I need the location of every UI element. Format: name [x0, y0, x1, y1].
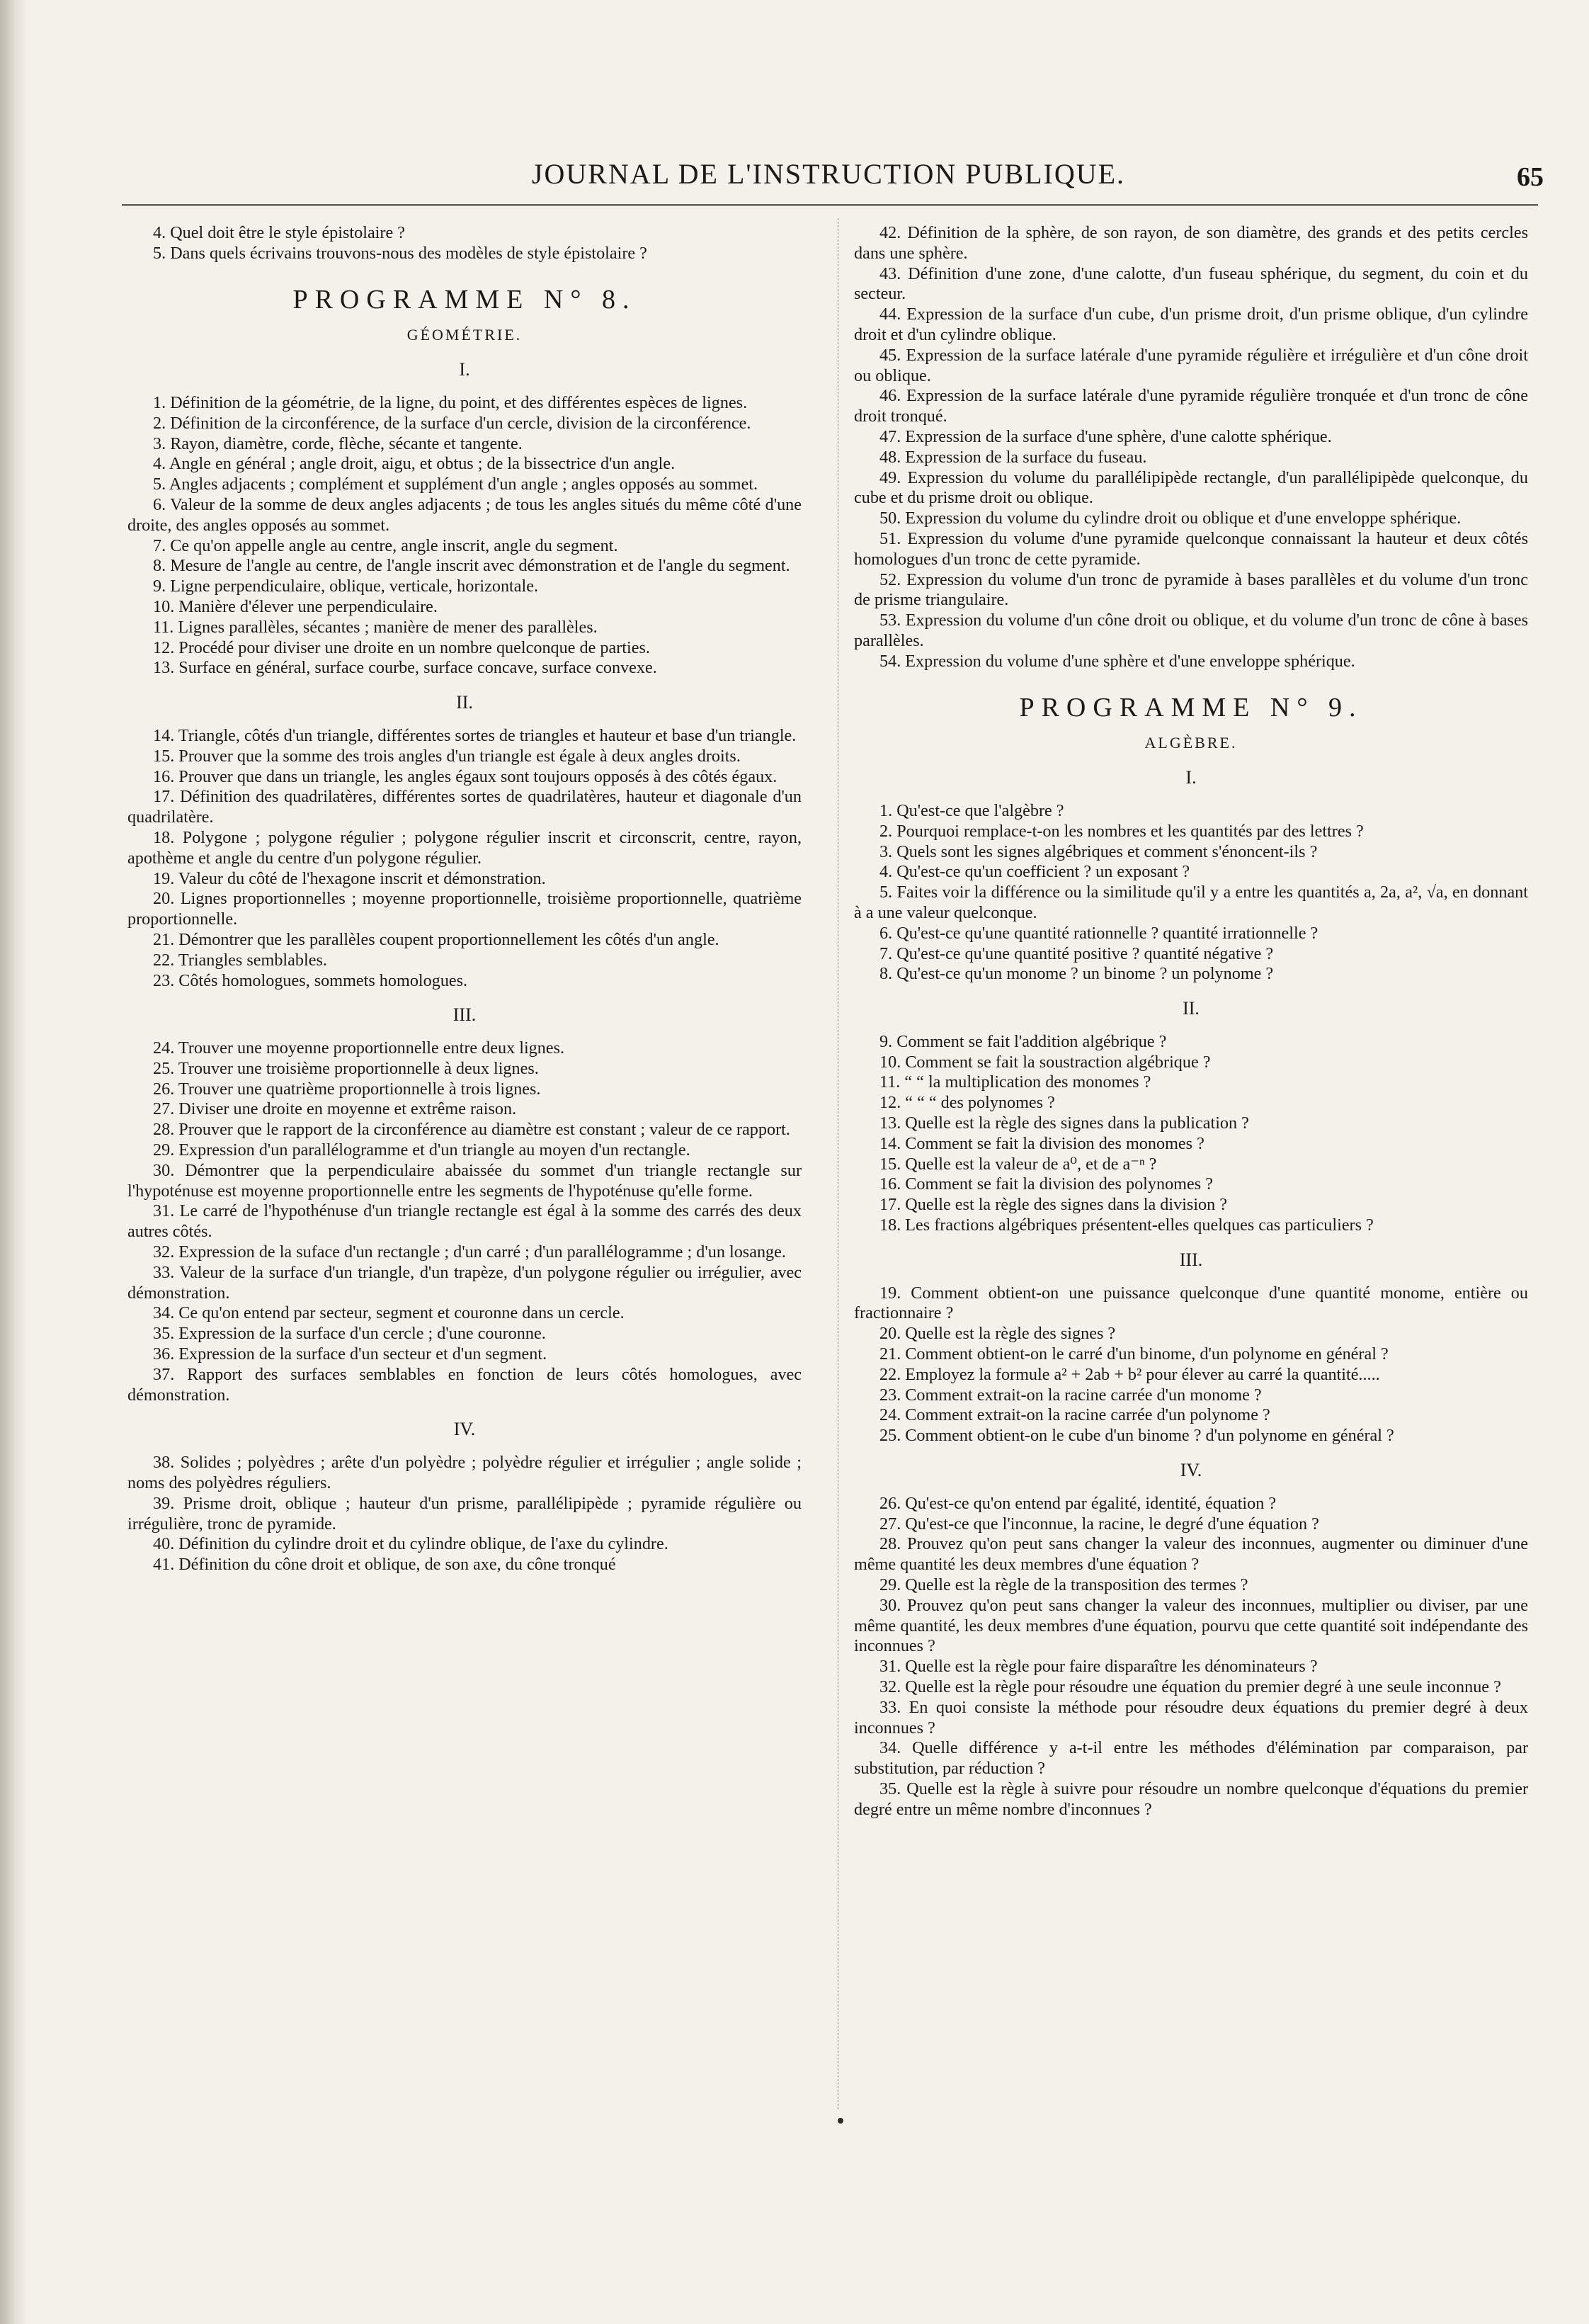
programme-9-title: PROGRAMME N° 9.	[1019, 692, 1363, 722]
algebra-section-2	[854, 1032, 1528, 1236]
list-item: 14. Triangle, côtés d'un triangle, différentes sortes de triangles et hauteur et base d'un triangle.	[153, 725, 797, 745]
section-heading: I.	[1185, 767, 1197, 788]
list-item: 32. Expression de la suface d'un rectangle ; d'un carré ; d'un parallélogramme ; d'un losange.	[153, 1242, 786, 1262]
list-item: 4. Angle en général ; angle droit, aigu, et obtus ; de la bissectrice d'un angle.	[153, 454, 676, 474]
section-heading: III.	[452, 1004, 477, 1026]
geometry-continuation	[854, 223, 1528, 672]
list-item: 13. Surface en général, surface courbe, surface concave, surface convexe.	[153, 658, 657, 678]
list-item: 9. Comment se fait l'addition algébrique ?	[879, 1031, 1167, 1051]
list-item: 26. Trouver une quatrième proportionnelle à trois lignes.	[153, 1079, 541, 1099]
intro-list	[127, 223, 802, 264]
list-item: 35. Expression de la surface d'un cercle ; d'une couronne.	[153, 1324, 546, 1344]
list-item: 1. Définition de la géométrie, de la ligne, du point, et des différentes espèces de lignes.	[153, 392, 748, 412]
list-item: 5. Dans quels écrivains trouvons-nous des modèles de style épistolaire ?	[153, 243, 647, 263]
list-item: 26. Qu'est-ce qu'on entend par égalité, identité, équation ?	[879, 1493, 1277, 1513]
header-rule	[122, 204, 1538, 206]
list-item: 22. Employez la formule a² + 2ab + b² pour élever au carré la quantité.....	[879, 1364, 1380, 1384]
list-item: 32. Quelle est la règle pour résoudre une équation du premier degré à une seule inconnue ?	[879, 1677, 1501, 1696]
list-item: 30. Prouvez qu'on peut sans changer la valeur des inconnues, multiplier ou diviser, par une même quantité, les deux membres d'une équation, pourvu que cette quantité soit indépendante des inconnues ?	[854, 1595, 1528, 1656]
list-item: 12. Procédé pour diviser une droite en un nombre quelconque de parties.	[153, 637, 650, 657]
list-item: 38. Solides ; polyèdres ; arête d'un polyèdre ; polyèdre régulier et irrégulier ; angle solide ; noms des polyèdres réguliers.	[127, 1453, 802, 1493]
subject-algebre: ALGÈBRE.	[1144, 734, 1238, 752]
geometry-section-3	[127, 1038, 802, 1405]
list-item: 20. Quelle est la règle des signes ?	[879, 1324, 1116, 1344]
list-item: 5. Faites voir la différence ou la similitude qu'il y a entre les quantités a, 2a, a², √a, en donnant à a une valeur quelconque.	[854, 883, 1528, 922]
list-item: 28. Prouver que le rapport de la circonférence au diamètre est constant ; valeur de ce rapport.	[153, 1120, 790, 1140]
list-item: 54. Expression du volume d'une sphère et d'une enveloppe sphérique.	[879, 651, 1355, 671]
list-item: 42. Définition de la sphère, de son rayon, de son diamètre, des grands et des petits cercles dans une sphère.	[854, 223, 1528, 263]
list-item: 22. Triangles semblables.	[153, 950, 327, 970]
list-item: 24. Comment extrait-on la racine carrée d'un polynome ?	[879, 1405, 1270, 1425]
list-item: 34. Ce qu'on entend par secteur, segment et couronne dans un cercle.	[153, 1303, 625, 1323]
page-edge-shadow	[0, 0, 27, 2324]
list-item: 24. Trouver une moyenne proportionnelle entre deux lignes.	[153, 1038, 565, 1058]
section-heading: II.	[1183, 998, 1200, 1019]
geometry-section-2	[127, 726, 802, 991]
list-item: 8. Qu'est-ce qu'un monome ? un binome ? un polynome ?	[879, 964, 1274, 984]
list-item: 6. Valeur de la somme de deux angles adjacents ; de tous les angles situés du même côté d'une droite, des angles opposés au sommet.	[127, 494, 802, 535]
list-item: 12. “ “ “ des polynomes ?	[879, 1093, 1055, 1113]
list-item: 31. Quelle est la règle pour faire disparaître les dénominateurs ?	[879, 1657, 1318, 1677]
list-item: 15. Prouver que la somme des trois angles d'un triangle est égale à deux angles droits.	[153, 746, 741, 766]
list-item: 43. Définition d'une zone, d'une calotte, d'un fuseau sphérique, du segment, du coin et du secteur.	[854, 263, 1528, 304]
page-number: 65	[1517, 162, 1544, 192]
list-item: 3. Quels sont les signes algébriques et comment s'énoncent-ils ?	[879, 841, 1318, 861]
list-item: 33. En quoi consiste la méthode pour résoudre deux équations du premier degré à deux inconnues ?	[854, 1697, 1528, 1738]
geometry-section-1	[127, 393, 802, 679]
list-item: 23. Comment extrait-on la racine carrée d'un monome ?	[879, 1385, 1262, 1405]
list-item: 2. Définition de la circonférence, de la surface d'un cercle, division de la circonférence.	[153, 413, 751, 433]
list-item: 16. Prouver que dans un triangle, les angles égaux sont toujours opposés à des côtés égaux.	[153, 766, 778, 786]
list-item: 34. Quelle différence y a-t-il entre les méthodes d'élémination par comparaison, par substitution, par réduction ?	[854, 1738, 1528, 1779]
list-item: 6. Qu'est-ce qu'une quantité rationnelle ? quantité irrationnelle ?	[879, 923, 1319, 943]
list-item: 10. Manière d'élever une perpendiculaire.	[153, 596, 438, 616]
list-item: 10. Comment se fait la soustraction algébrique ?	[879, 1052, 1211, 1072]
list-item: 36. Expression de la surface d'un secteur et d'un segment.	[153, 1344, 547, 1364]
list-item: 14. Comment se fait la division des monomes ?	[879, 1133, 1204, 1153]
list-item: 31. Le carré de l'hypothénuse d'un triangle rectangle est égal à la somme des carrés des deux autres côtés.	[127, 1201, 802, 1242]
list-item: 15. Quelle est la valeur de a⁰, et de a⁻ⁿ ?	[879, 1154, 1157, 1174]
list-item: 49. Expression du volume du parallélipipède rectangle, d'un parallélipipède quelconque, du cube et du prisme droit ou oblique.	[854, 467, 1528, 508]
list-item: 27. Qu'est-ce que l'inconnue, la racine, le degré d'une équation ?	[879, 1514, 1319, 1534]
left-column	[127, 223, 802, 1575]
section-heading: III.	[1179, 1249, 1203, 1270]
list-item: 1. Qu'est-ce que l'algèbre ?	[879, 800, 1064, 820]
list-item: 40. Définition du cylindre droit et du cylindre oblique, de l'axe du cylindre.	[153, 1534, 668, 1554]
list-item: 45. Expression de la surface latérale d'une pyramide régulière et irrégulière et d'un cône droit ou oblique.	[854, 345, 1528, 385]
subject-geometrie: GÉOMÉTRIE.	[406, 326, 523, 344]
list-item: 51. Expression du volume d'une pyramide quelconque connaissant la hauteur et deux côtés homologues d'un tronc de cette pyramide.	[854, 528, 1528, 569]
list-item: 19. Comment obtient-on une puissance quelconque d'une quantité monome, entière ou fractionnaire ?	[854, 1283, 1528, 1323]
list-item: 7. Qu'est-ce qu'une quantité positive ? quantité négative ?	[879, 943, 1274, 963]
list-item: 8. Mesure de l'angle au centre, de l'angle inscrit avec démonstration et de l'angle du segment.	[153, 556, 790, 576]
list-item: 30. Démontrer que la perpendiculaire abaissée du sommet d'un triangle rectangle sur l'hypoténuse est moyenne proportionnelle entre les segments de l'hypoténuse qu'elle forme.	[127, 1160, 802, 1201]
list-item: 50. Expression du volume du cylindre droit ou oblique et d'une enveloppe sphérique.	[879, 509, 1462, 528]
programme-8-title: PROGRAMME N° 8.	[292, 284, 637, 314]
page-header	[113, 154, 1544, 197]
list-item: 29. Expression d'un parallélogramme et d'un triangle au moyen d'un rectangle.	[153, 1140, 690, 1160]
list-item: 11. “ “ la multiplication des monomes ?	[879, 1072, 1151, 1092]
list-item: 11. Lignes parallèles, sécantes ; manière de mener des parallèles.	[153, 617, 598, 637]
list-item: 29. Quelle est la règle de la transposition des termes ?	[879, 1575, 1248, 1595]
right-column	[854, 223, 1528, 1820]
list-item: 46. Expression de la surface latérale d'une pyramide régulière tronquée et d'un tronc de cône droit tronqué.	[854, 386, 1528, 426]
list-item: 35. Quelle est la règle à suivre pour résoudre un nombre quelconque d'équations du premier degré entre un même nombre d'inconnues ?	[854, 1779, 1528, 1819]
section-heading: IV.	[1180, 1460, 1202, 1481]
list-item: 37. Rapport des surfaces semblables en fonction de leurs côtés homologues, avec démonstration.	[127, 1364, 802, 1405]
list-item: 18. Les fractions algébriques présentent-elles quelques cas particuliers ?	[879, 1215, 1374, 1235]
list-item: 17. Quelle est la règle des signes dans la division ?	[879, 1195, 1228, 1215]
algebra-section-4	[854, 1494, 1528, 1820]
geometry-section-4	[127, 1453, 802, 1575]
fold-mark	[838, 2118, 843, 2124]
list-item: 19. Valeur du côté de l'hexagone inscrit et démonstration.	[153, 868, 546, 888]
list-item: 4. Quel doit être le style épistolaire ?	[153, 223, 405, 242]
list-item: 2. Pourquoi remplace-t-on les nombres et les quantités par des lettres ?	[879, 821, 1364, 841]
list-item: 25. Comment obtient-on le cube d'un binome ? d'un polynome en général ?	[879, 1426, 1394, 1446]
list-item: 5. Angles adjacents ; complément et supplément d'un angle ; angles opposés au sommet.	[153, 475, 758, 494]
list-item: 13. Quelle est la règle des signes dans la publication ?	[879, 1113, 1249, 1133]
list-item: 25. Trouver une troisième proportionnelle à deux lignes.	[153, 1058, 539, 1078]
list-item: 4. Qu'est-ce qu'un coefficient ? un exposant ?	[879, 862, 1190, 882]
section-heading: I.	[459, 359, 470, 380]
list-item: 41. Définition du cône droit et oblique, de son axe, du cône tronqué	[153, 1555, 616, 1575]
list-item: 20. Lignes proportionnelles ; moyenne proportionnelle, troisième proportionnelle, quatrième proportionnelle.	[127, 889, 802, 929]
list-item: 53. Expression du volume d'un cône droit ou oblique, et du volume d'un tronc de cône à bases parallèles.	[854, 611, 1528, 650]
list-item: 17. Définition des quadrilatères, différentes sortes de quadrilatères, hauteur et diagonale d'un quadrilatère.	[127, 787, 802, 827]
section-heading: II.	[456, 692, 473, 713]
list-item: 39. Prisme droit, oblique ; hauteur d'un prisme, parallélipipède ; pyramide régulière ou irrégulière, tronc de pyramide.	[127, 1493, 802, 1534]
list-item: 27. Diviser une droite en moyenne et extrême raison.	[153, 1099, 517, 1119]
list-item: 33. Valeur de la surface d'un triangle, d'un trapèze, d'un polygone régulier ou irrégulier, avec démonstration.	[127, 1262, 802, 1303]
list-item: 21. Démontrer que les parallèles coupent proportionnellement les côtés d'un angle.	[153, 929, 719, 949]
list-item: 44. Expression de la surface d'un cube, d'un prisme droit, d'un prisme oblique, d'un cylindre droit et d'un cylindre oblique.	[854, 305, 1528, 344]
list-item: 47. Expression de la surface d'une sphère, d'une calotte sphérique.	[879, 426, 1332, 446]
list-item: 23. Côtés homologues, sommets homologues.	[153, 970, 468, 990]
list-item: 18. Polygone ; polygone régulier ; polygone régulier inscrit et circonscrit, centre, rayon, apothème et angle du centre d'un polygone régulier.	[127, 827, 802, 868]
list-item: 3. Rayon, diamètre, corde, flèche, sécante et tangente.	[153, 433, 523, 453]
journal-title: JOURNAL DE L'INSTRUCTION PUBLIQUE.	[531, 158, 1126, 190]
algebra-section-1	[854, 801, 1528, 985]
list-item: 21. Comment obtient-on le carré d'un binome, d'un polynome en général ?	[879, 1344, 1389, 1364]
list-item: 16. Comment se fait la division des polynomes ?	[879, 1174, 1213, 1194]
list-item: 28. Prouvez qu'on peut sans changer la valeur des inconnues, augmenter ou diminuer d'une même quantité les deux membres d'une équation ?	[854, 1534, 1528, 1575]
section-heading: IV.	[453, 1419, 476, 1440]
list-item: 9. Ligne perpendiculaire, oblique, verticale, horizontale.	[153, 577, 538, 596]
algebra-section-3	[854, 1283, 1528, 1446]
list-item: 48. Expression de la surface du fuseau.	[879, 447, 1147, 467]
list-item: 7. Ce qu'on appelle angle au centre, angle inscrit, angle du segment.	[153, 535, 618, 555]
list-item: 52. Expression du volume d'un tronc de pyramide à bases parallèles et du volume d'un tronc de prisme triangulaire.	[854, 569, 1528, 610]
